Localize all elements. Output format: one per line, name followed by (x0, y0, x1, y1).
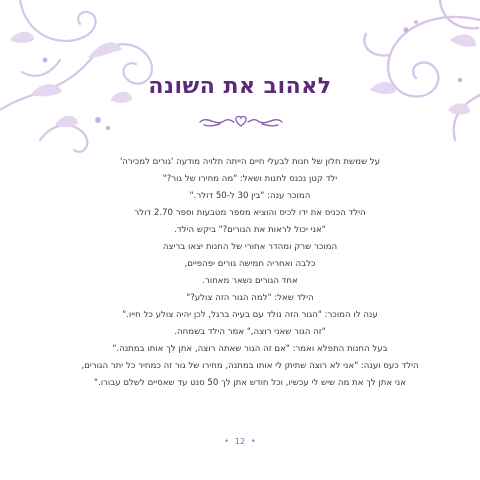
story-paragraph: "אני יכול לראות את הגורים?" ביקש הילד. (174, 225, 326, 235)
story-paragraph: כלבה ואחריה חמישה גורים יפהפיים, (184, 259, 316, 269)
story-paragraph: הילד כעס וענה: "אני לא רוצה שתיתן לי אותו במתנה, מחירו של גור זה כמחיר כל יתר הגורים, (81, 361, 419, 371)
story-paragraph: המוכר שרק ומהדר אחורי של החנות יצאו בריצה (162, 242, 338, 252)
page-title: לאהוב את השונה (148, 74, 332, 99)
heart-divider-ornament (198, 113, 284, 129)
story-paragraph: המוכר ענה: "בין 30 ל-50 דולר." (189, 191, 311, 201)
story-text (70, 154, 430, 392)
page-footer (0, 437, 480, 447)
story-paragraph: הילד הכניס את ידו לכיס והוציא מספר מטבעות וספר 2.70 דולר (134, 208, 366, 218)
story-paragraph: הילד שאל: "למה הגור הזה צולע?" (186, 293, 314, 303)
bullet-dot-icon: • (224, 437, 230, 447)
story-paragraph: בעל החנות התפלא ואמר: "אם זה הגור שאתה רוצה, אתן לך אותו במתנה." (112, 344, 388, 354)
page-number: 12 (234, 437, 246, 446)
bullet-dot-icon: • (250, 437, 256, 447)
story-paragraph: "זה הגור שאני רוצה," אמר הילד בשמחה. (174, 327, 326, 337)
story-paragraph: אני אתן לך את מה שיש לי עכשיו, וכל חודש אתן לך 50 סנט עד שאסיים לשלם עבורו." (94, 378, 406, 388)
story-paragraph: על שמשת חלון של חנות לבעלי חיים הייתה תלויה מודעה 'גורים למכירה' (119, 157, 381, 167)
story-paragraph: ילד קטן נכנס לחנות ושאל: "מה מחירו של גור?" (162, 174, 338, 184)
story-paragraph: ענה לו המוכר: "הגור הזה נולד עם בעיה ברגל, לכן יהיה צולע כל חייו." (122, 310, 378, 320)
story-paragraph: אחד הגורים נשאר מאחור. (202, 276, 298, 286)
